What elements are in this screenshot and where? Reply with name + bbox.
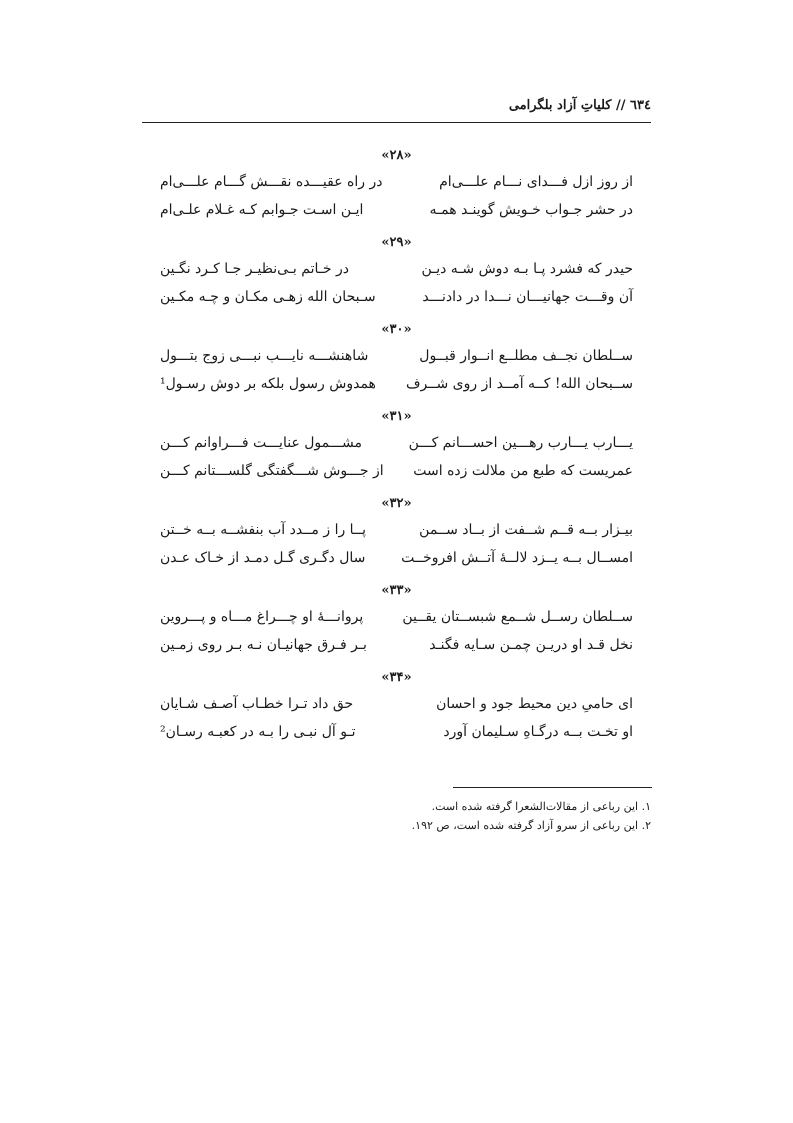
hemistich-right: عمریست که طبع من ملالت زده است bbox=[413, 463, 633, 479]
quatrain-29 bbox=[160, 233, 633, 320]
quatrain-30 bbox=[160, 320, 633, 407]
verse-line bbox=[160, 516, 633, 544]
hemistich-left: حق داد تـرا خطـاب آصـف شـایان bbox=[160, 696, 354, 712]
verse-line bbox=[160, 370, 633, 398]
hemistich-right: نخل قـد او دریـن چمـن سـایه فگنـد bbox=[429, 637, 633, 653]
hemistich-left: همدوش رسول بلکه بر دوش رسـول¹ bbox=[160, 376, 376, 392]
hemistich-left: تـو آل نبـی را بـه در کعبـه رسـان² bbox=[160, 724, 356, 740]
hemistich-left: بـر فـرق جهانیـان نـه بـر روی زمـین bbox=[160, 637, 367, 653]
hemistich-right: ســلطان رســل شــمع شبســتان یقــین bbox=[402, 609, 633, 625]
hemistich-left: پروانـــهٔ او چـــراغ مـــاه و پـــروین bbox=[160, 609, 364, 625]
hemistich-right: او تخـت بــه درگـاهِ سـلیمان آورد bbox=[443, 724, 633, 740]
hemistich-left: پــا را ز مــدد آب بنفشــه بــه خــتن bbox=[160, 522, 367, 538]
verse-line bbox=[160, 196, 633, 224]
hemistich-right: ســبحان الله! کــه آمــد از روی شــرف bbox=[406, 376, 633, 392]
verse-line bbox=[160, 342, 633, 370]
poem-number: «۳۱» bbox=[381, 409, 412, 424]
verse-line bbox=[160, 457, 633, 485]
hemistich-left: در خـاتم بـی‌نظیـر جـا کـرد نگـین bbox=[160, 261, 349, 277]
header-text: ٦٣٤ // کلیاتِ آزاد بلگرامی bbox=[508, 98, 651, 113]
hemistich-left: در راه عقیـــده نقـــش گـــام علـــی‌ام bbox=[160, 174, 383, 190]
running-header bbox=[142, 98, 651, 120]
hemistich-right: یـــارب یـــارب رهـــین احســـانم کـــن bbox=[408, 435, 633, 451]
poem-number: «۳۳» bbox=[381, 583, 412, 598]
hemistich-left: مشـــمول عنایـــت فـــراوانم کـــن bbox=[160, 435, 363, 451]
footnote-2: ۲. این رباعی از سرو آزاد گرفته شده است، ص ۱۹۲. bbox=[411, 819, 651, 832]
quatrain-32 bbox=[160, 494, 633, 581]
footnotes bbox=[251, 797, 651, 835]
hemistich-left: سـبحان الله زهـی مکـان و چـه مکـین bbox=[160, 289, 376, 305]
verse-line bbox=[160, 429, 633, 457]
hemistich-right: ســلطان نجــف مطلــع انــوار قبــول bbox=[419, 348, 633, 364]
hemistich-left: شاهنشـــه نایـــب نبـــی زوج بتـــول bbox=[160, 348, 369, 364]
quatrain-34 bbox=[160, 668, 633, 755]
verse-line bbox=[160, 718, 633, 746]
verse-line bbox=[160, 168, 633, 196]
poem-list bbox=[160, 146, 633, 755]
verse-line bbox=[160, 255, 633, 283]
hemistich-right: ای حامیِ دین محیط جود و احسان bbox=[436, 696, 633, 712]
hemistich-right: حیدر که فشرد پـا بـه دوش شـه دیـن bbox=[421, 261, 633, 277]
hemistich-right: امســال بــه یــزد لالــهٔ آتــش افروخــت bbox=[401, 550, 633, 566]
hemistich-left: ایـن اسـت جـوابم کـه غـلام علـی‌ام bbox=[160, 202, 364, 218]
quatrain-28 bbox=[160, 146, 633, 233]
header-divider bbox=[142, 122, 651, 123]
verse-line bbox=[160, 690, 633, 718]
hemistich-right: از روز ازل فـــدای نـــام علـــی‌ام bbox=[439, 174, 633, 190]
quatrain-33 bbox=[160, 581, 633, 668]
hemistich-right: بیـزار بــه قــم شــفت از بــاد ســمن bbox=[419, 522, 633, 538]
poem-number: «۲۹» bbox=[381, 235, 412, 250]
poem-number: «۳۰» bbox=[381, 322, 412, 337]
hemistich-right: در حشر جـواب خـویش گوینـد همـه bbox=[429, 202, 633, 218]
footnote-divider bbox=[453, 787, 652, 788]
footnote-1: ۱. این رباعی از مقالات‌الشعرا گرفته شده است. bbox=[431, 800, 651, 813]
hemistich-left: از جـــوش شـــگفتگی گلســـتانم کـــن bbox=[160, 463, 384, 479]
poem-number: «۲۸» bbox=[381, 148, 412, 163]
verse-line bbox=[160, 283, 633, 311]
poem-number: «۳۴» bbox=[381, 670, 412, 685]
quatrain-31 bbox=[160, 407, 633, 494]
verse-line bbox=[160, 544, 633, 572]
hemistich-right: آن وقـــت جهانیـــان نـــدا در دادنـــد bbox=[422, 289, 633, 305]
verse-line bbox=[160, 603, 633, 631]
hemistich-left: سال دگـری گـل دمـد از خـاک عـدن bbox=[160, 550, 366, 566]
poem-number: «۳۲» bbox=[381, 496, 412, 511]
verse-line bbox=[160, 631, 633, 659]
